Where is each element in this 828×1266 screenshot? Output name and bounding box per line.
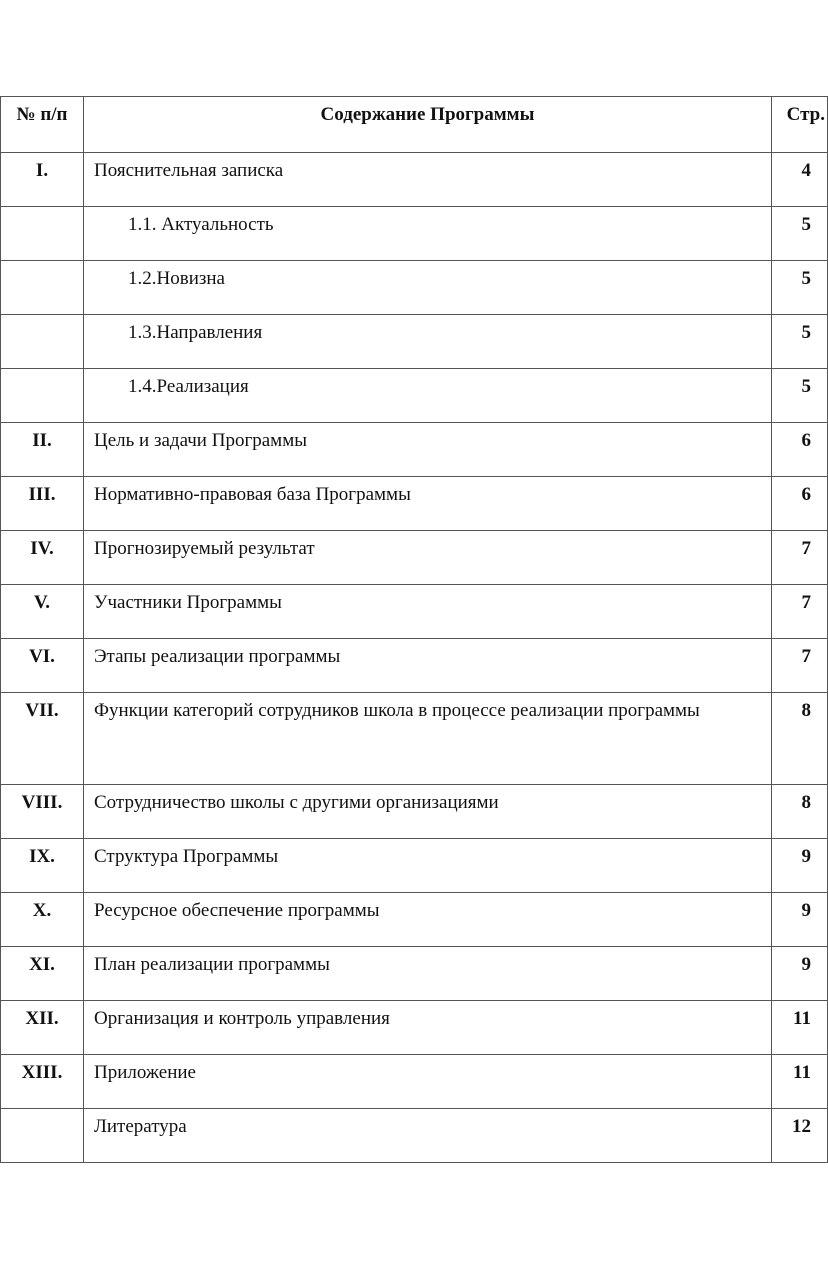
toc-row [1,947,828,1001]
toc-row [1,153,828,207]
row-page: 9 [772,839,828,893]
row-title: 1.2.Новизна [84,261,772,315]
row-title: Пояснительная записка [84,153,772,207]
toc-row [1,477,828,531]
row-page: 11 [772,1055,828,1109]
row-number: XII. [1,1001,84,1055]
row-number: VII. [1,693,84,785]
table-of-contents [0,96,828,1163]
row-number: XI. [1,947,84,1001]
header-title: Содержание Программы [84,97,772,153]
row-number: XIII. [1,1055,84,1109]
toc-row [1,423,828,477]
toc-row [1,893,828,947]
row-page: 12 [772,1109,828,1163]
toc-row [1,1001,828,1055]
row-page: 7 [772,639,828,693]
row-page: 7 [772,585,828,639]
toc-row [1,261,828,315]
row-page: 5 [772,315,828,369]
row-number: V. [1,585,84,639]
row-title: Структура Программы [84,839,772,893]
row-title: Приложение [84,1055,772,1109]
toc-row [1,585,828,639]
row-page: 9 [772,947,828,1001]
row-page: 5 [772,261,828,315]
row-title: Организация и контроль управления [84,1001,772,1055]
row-page: 11 [772,1001,828,1055]
row-number: III. [1,477,84,531]
row-title: Участники Программы [84,585,772,639]
row-title: Нормативно-правовая база Программы [84,477,772,531]
row-number: II. [1,423,84,477]
row-number [1,261,84,315]
row-page: 9 [772,893,828,947]
row-page: 5 [772,207,828,261]
row-title: Функции категорий сотрудников школа в процессе реализации программы [84,693,772,785]
row-number [1,207,84,261]
toc-row [1,207,828,261]
toc-row [1,785,828,839]
row-title: План реализации программы [84,947,772,1001]
toc-header-row [1,97,828,153]
row-title: Этапы реализации программы [84,639,772,693]
row-page: 7 [772,531,828,585]
row-page: 6 [772,477,828,531]
row-page: 8 [772,785,828,839]
toc-row [1,693,828,785]
row-number [1,369,84,423]
row-page: 4 [772,153,828,207]
row-number [1,315,84,369]
toc-row [1,1109,828,1163]
row-page: 6 [772,423,828,477]
header-number: № п/п [1,97,84,153]
row-number [1,1109,84,1163]
row-number: VIII. [1,785,84,839]
toc-row [1,531,828,585]
row-title: 1.4.Реализация [84,369,772,423]
row-page: 8 [772,693,828,785]
row-title: 1.3.Направления [84,315,772,369]
row-number: X. [1,893,84,947]
row-title: 1.1. Актуальность [84,207,772,261]
row-number: VI. [1,639,84,693]
row-title: Литература [84,1109,772,1163]
header-page: Стр. [772,97,828,153]
toc-row [1,639,828,693]
row-title: Прогнозируемый результат [84,531,772,585]
toc-row [1,839,828,893]
toc-row [1,315,828,369]
row-title: Ресурсное обеспечение программы [84,893,772,947]
row-title: Цель и задачи Программы [84,423,772,477]
row-number: I. [1,153,84,207]
toc-row [1,1055,828,1109]
toc-row [1,369,828,423]
row-page: 5 [772,369,828,423]
row-title: Сотрудничество школы с другими организациями [84,785,772,839]
row-number: IX. [1,839,84,893]
row-number: IV. [1,531,84,585]
